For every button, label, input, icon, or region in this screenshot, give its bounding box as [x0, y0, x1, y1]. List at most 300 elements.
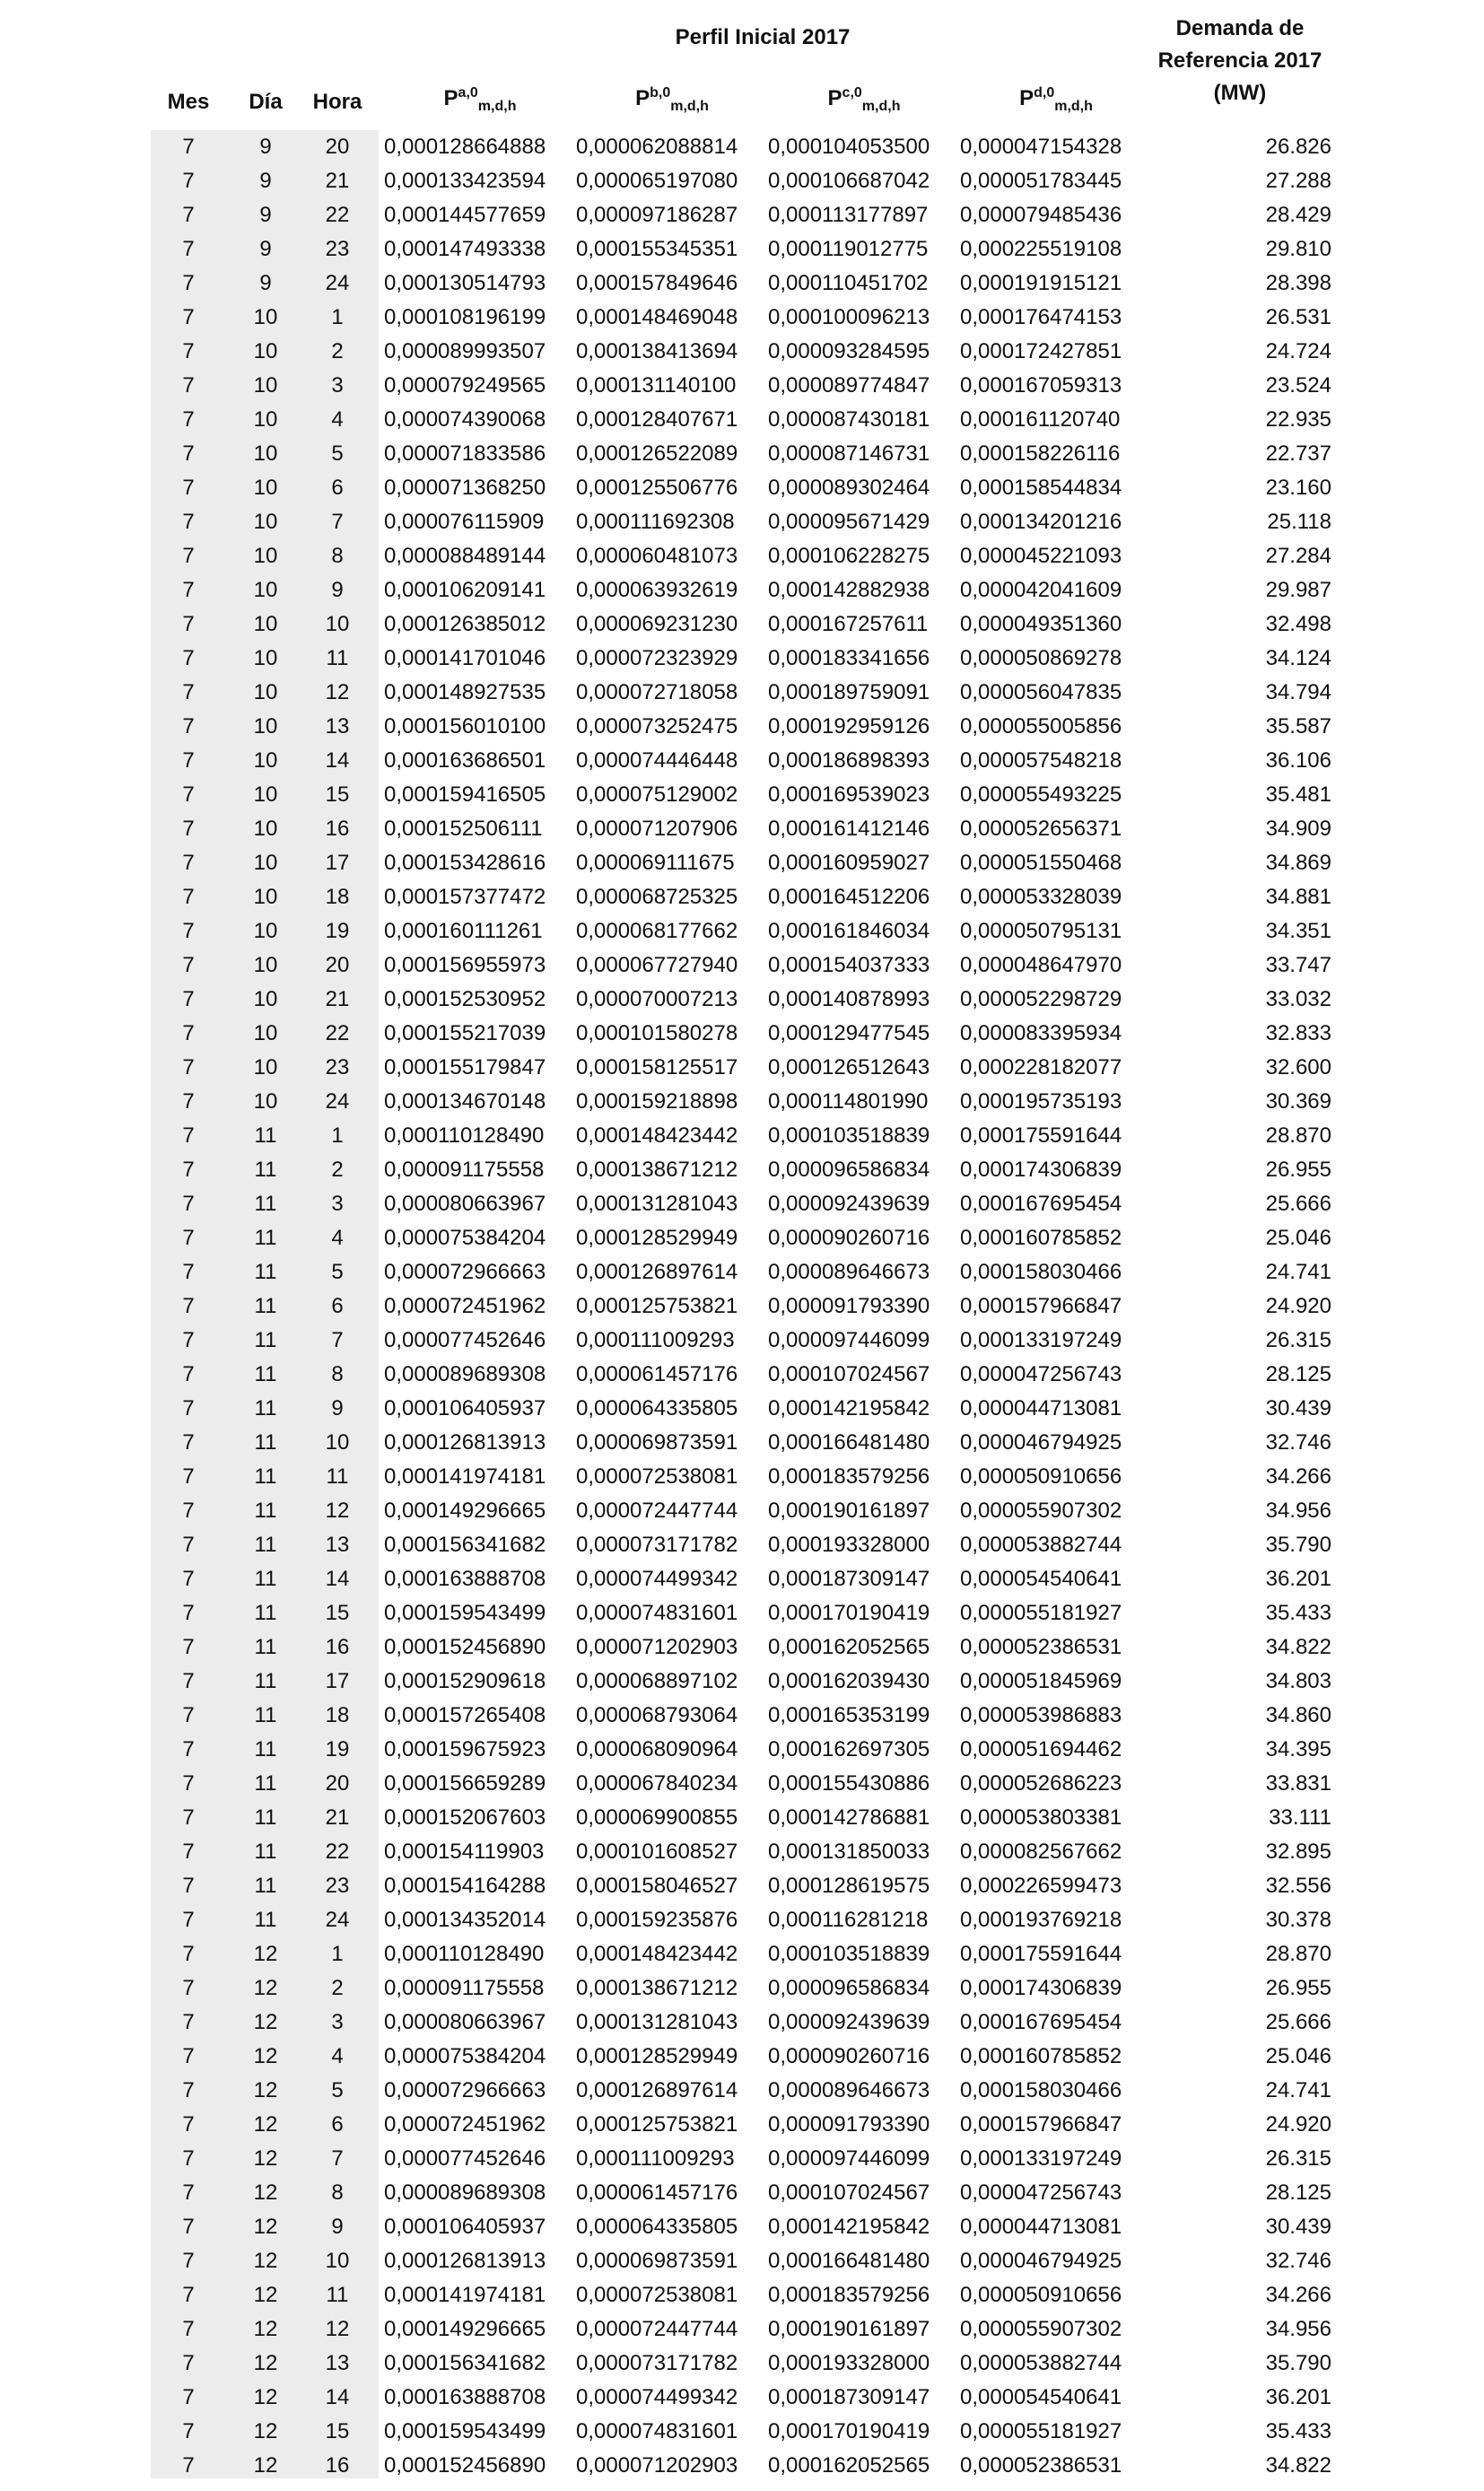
table-row [0, 607, 1484, 642]
table-row [0, 2074, 1484, 2108]
dia-cell: 11 [254, 1123, 277, 1148]
pa-cell: 0,000106405937 [384, 2215, 546, 2239]
pb-cell: 0,000148469048 [576, 305, 738, 329]
dia-cell: 10 [253, 510, 278, 534]
pd-cell: 0,000051783445 [960, 169, 1122, 193]
mes-cell: 7 [182, 2215, 195, 2239]
dia-cell: 11 [254, 1260, 277, 1284]
table-row [0, 1733, 1484, 1767]
dia-cell: 11 [254, 1874, 277, 1898]
pc-cell: 0,000093284595 [768, 339, 930, 363]
pb-cell: 0,000067727940 [576, 953, 738, 977]
mes-cell: 7 [182, 1567, 195, 1591]
hora-cell: 15 [325, 1601, 350, 1625]
pb-cell: 0,000074499342 [576, 1567, 738, 1591]
demand-cell: 35.481 [1265, 782, 1331, 807]
pa-cell: 0,000159675923 [384, 1737, 546, 1761]
dia-cell: 11 [254, 1601, 277, 1625]
pb-cell: 0,000072323929 [576, 646, 738, 670]
table-row [0, 880, 1484, 914]
demand-cell: 30.369 [1265, 1089, 1331, 1114]
pd-cell: 0,000174306839 [960, 1158, 1122, 1182]
table-row [0, 1596, 1484, 1630]
pc-cell: 0,000162697305 [768, 1737, 930, 1761]
pc-cell: 0,000154037333 [768, 953, 930, 977]
demand-cell: 28.398 [1265, 271, 1331, 295]
pc-cell: 0,000097446099 [768, 2146, 930, 2171]
pc-cell: 0,000140878993 [768, 987, 930, 1011]
table-row [0, 710, 1484, 744]
mes-cell: 7 [182, 714, 195, 739]
dia-cell: 10 [253, 851, 278, 875]
pd-cell: 0,000157966847 [960, 2112, 1122, 2137]
pd-cell: 0,000174306839 [960, 1976, 1122, 2000]
pc-cell: 0,000107024567 [768, 2181, 930, 2205]
mes-cell: 7 [182, 1158, 195, 1182]
hora-cell: 14 [325, 1567, 350, 1591]
hora-cell: 21 [325, 987, 350, 1011]
table-row [0, 2244, 1484, 2278]
table-row [0, 1187, 1484, 1221]
pa-cell: 0,000160111261 [384, 919, 543, 943]
demand-cell: 29.810 [1265, 237, 1331, 261]
pd-cell: 0,000226599473 [960, 1874, 1122, 1898]
pa-cell: 0,000088489144 [384, 544, 546, 568]
demand-cell: 36.201 [1265, 2385, 1331, 2409]
mes-cell: 7 [182, 1874, 195, 1898]
demand-cell: 28.125 [1265, 2181, 1331, 2205]
pd-cell: 0,000042041609 [960, 578, 1122, 602]
column-header-pb [578, 85, 766, 114]
pd-cell: 0,000053882744 [960, 1533, 1122, 1557]
table-row [0, 1085, 1484, 1119]
pc-cell: 0,000090260716 [768, 2044, 930, 2068]
demand-cell: 32.833 [1265, 1021, 1331, 1045]
table-row [0, 812, 1484, 846]
demand-cell: 35.790 [1265, 2351, 1331, 2375]
dia-cell: 11 [254, 1533, 277, 1557]
dia-cell: 11 [254, 1635, 277, 1659]
pa-cell: 0,000089689308 [384, 1362, 546, 1386]
pd-cell: 0,000195735193 [960, 1089, 1122, 1114]
pc-cell: 0,000128619575 [768, 1874, 930, 1898]
pb-cell: 0,000138671212 [576, 1158, 738, 1182]
pa-cell: 0,000108196199 [384, 305, 546, 329]
pc-cell: 0,000142882938 [768, 578, 930, 602]
pa-cell: 0,000128664888 [384, 135, 546, 159]
hora-cell: 16 [325, 1635, 350, 1659]
dia-cell: 12 [253, 2044, 278, 2068]
dia-cell: 10 [253, 476, 278, 500]
pb-cell: 0,000157849646 [576, 271, 738, 295]
table-row [0, 2142, 1484, 2176]
hora-cell: 11 [326, 2283, 349, 2307]
mes-cell: 7 [182, 1362, 195, 1386]
pb-cell: 0,000126897614 [576, 2078, 738, 2102]
pd-cell: 0,000052386531 [960, 2453, 1122, 2478]
hora-cell: 12 [325, 680, 350, 704]
dia-cell: 12 [253, 2283, 278, 2307]
table-row [0, 1528, 1484, 1562]
demand-cell: 34.803 [1265, 1669, 1331, 1693]
pb-cell: 0,000125753821 [576, 2112, 738, 2137]
pc-cell: 0,000161412146 [768, 817, 930, 841]
pb-cell: 0,000074831601 [576, 1601, 738, 1625]
pb-cell: 0,000061457176 [576, 1362, 738, 1386]
pa-cell: 0,000126813913 [384, 2249, 546, 2273]
mes-cell: 7 [182, 544, 195, 568]
dia-cell: 10 [253, 953, 278, 977]
pa-cell: 0,000072966663 [384, 2078, 546, 2102]
hora-cell: 19 [325, 1737, 350, 1761]
pa-cell: 0,000154119903 [384, 1840, 545, 1864]
pb-cell: 0,000158046527 [576, 1874, 738, 1898]
pd-cell: 0,000161120740 [960, 407, 1121, 432]
dia-cell: 11 [254, 1396, 277, 1420]
hora-cell: 23 [325, 1874, 350, 1898]
hora-cell: 2 [331, 339, 344, 363]
hora-cell: 6 [331, 1294, 344, 1318]
pb-cell: 0,000111692308 [576, 510, 735, 534]
pa-cell: 0,000157377472 [384, 885, 546, 909]
dia-cell: 11 [254, 1737, 277, 1761]
pd-cell: 0,000167059313 [960, 373, 1122, 398]
pc-cell: 0,000126512643 [768, 1055, 930, 1079]
demand-cell: 33.111 [1269, 1805, 1331, 1830]
pc-cell: 0,000162052565 [768, 1635, 930, 1659]
pc-cell: 0,000091793390 [768, 2112, 930, 2137]
table-row [0, 2381, 1484, 2415]
table-row [0, 2006, 1484, 2040]
hora-cell: 7 [331, 510, 344, 534]
dia-cell: 11 [254, 1192, 277, 1216]
demand-cell: 34.956 [1265, 2317, 1331, 2341]
demand-cell: 34.395 [1265, 1737, 1331, 1761]
demand-cell: 33.747 [1265, 953, 1331, 977]
mes-cell: 7 [182, 1294, 195, 1318]
hora-cell: 23 [325, 1055, 350, 1079]
table-row [0, 1324, 1484, 1358]
pc-cell: 0,000187309147 [768, 2385, 930, 2409]
pb-cell: 0,000071207906 [576, 817, 738, 841]
table-row [0, 2449, 1484, 2483]
mes-cell: 7 [182, 1055, 195, 1079]
pa-cell: 0,000106209141 [384, 578, 546, 602]
pa-cell: 0,000110128490 [384, 1942, 545, 1966]
pb-cell: 0,000072718058 [576, 680, 738, 704]
pc-cell: 0,000164512206 [768, 885, 930, 909]
dia-cell: 12 [253, 2453, 278, 2478]
table-row [0, 2312, 1484, 2347]
pa-cell: 0,000133423594 [384, 169, 546, 193]
table-row [0, 403, 1484, 437]
pa-cell: 0,000071368250 [384, 476, 546, 500]
pc-cell: 0,000110451702 [768, 271, 929, 295]
table-body [0, 130, 1484, 2483]
mes-cell: 7 [182, 2078, 195, 2102]
hora-cell: 8 [331, 1362, 344, 1386]
demand-cell: 22.935 [1265, 407, 1331, 432]
dia-cell: 12 [253, 2419, 278, 2443]
dia-cell: 11 [254, 1567, 277, 1591]
dia-cell: 11 [254, 1362, 277, 1386]
pb-cell: 0,000159218898 [576, 1089, 738, 1114]
pc-cell: 0,000169539023 [768, 782, 930, 807]
pc-cell: 0,000193328000 [768, 1533, 930, 1557]
demand-cell: 25.118 [1267, 510, 1331, 534]
hora-cell: 16 [325, 2453, 350, 2478]
dia-cell: 11 [254, 1703, 277, 1727]
pc-cell: 0,000142195842 [768, 2215, 930, 2239]
pd-cell: 0,000052686223 [960, 1771, 1122, 1796]
pa-cell: 0,000079249565 [384, 373, 546, 398]
mes-cell: 7 [182, 680, 195, 704]
p-super-suffix: ,0 [658, 85, 671, 101]
demand-cell: 28.125 [1265, 1362, 1331, 1386]
hora-cell: 17 [325, 1669, 350, 1693]
pb-cell: 0,000072447744 [576, 1499, 738, 1523]
pc-cell: 0,000162052565 [768, 2453, 930, 2478]
mes-cell: 7 [182, 1089, 195, 1114]
dia-cell: 10 [253, 748, 278, 773]
pd-cell: 0,000048647970 [960, 953, 1122, 977]
pa-cell: 0,000156010100 [384, 714, 546, 739]
pc-cell: 0,000100096213 [768, 305, 930, 329]
pb-cell: 0,000065197080 [576, 169, 738, 193]
pa-cell: 0,000075384204 [384, 2044, 546, 2068]
pc-cell: 0,000190161897 [768, 1499, 930, 1523]
p-sub: m,d,h [1054, 98, 1093, 114]
pa-cell: 0,000157265408 [384, 1703, 546, 1727]
dia-cell: 12 [253, 2249, 278, 2273]
hora-cell: 24 [325, 1908, 350, 1932]
demand-cell: 26.531 [1265, 305, 1331, 329]
pa-cell: 0,000148927535 [384, 680, 546, 704]
column-header-pc [770, 85, 958, 114]
pa-cell: 0,000152530952 [384, 987, 546, 1011]
dia-cell: 10 [253, 544, 278, 568]
table-row [0, 539, 1484, 573]
pa-cell: 0,000077452646 [384, 1328, 546, 1352]
pb-cell: 0,000068897102 [576, 1669, 738, 1693]
dia-cell: 11 [254, 1669, 277, 1693]
demand-cell: 34.822 [1265, 1635, 1331, 1659]
table-row [0, 1699, 1484, 1733]
table-row [0, 130, 1484, 164]
pb-cell: 0,000072538081 [576, 1464, 738, 1489]
demand-cell: 28.870 [1265, 1942, 1331, 1966]
pc-cell: 0,000189759091 [768, 680, 930, 704]
mes-cell: 7 [182, 2283, 195, 2307]
mes-cell: 7 [182, 953, 195, 977]
table-row [0, 1392, 1484, 1426]
mes-cell: 7 [182, 1942, 195, 1966]
pd-cell: 0,000044713081 [960, 1396, 1122, 1420]
dia-cell: 12 [253, 2215, 278, 2239]
hora-cell: 8 [331, 544, 344, 568]
mes-cell: 7 [182, 441, 195, 466]
pa-cell: 0,000152456890 [384, 2453, 546, 2478]
mes-cell: 7 [182, 578, 195, 602]
table-row [0, 471, 1484, 505]
hora-cell: 2 [331, 1158, 344, 1182]
pa-cell: 0,000152506111 [384, 817, 543, 841]
dia-cell: 11 [254, 1328, 277, 1352]
pc-cell: 0,000170190419 [768, 1601, 930, 1625]
pc-cell: 0,000187309147 [768, 1567, 930, 1591]
pc-cell: 0,000107024567 [768, 1362, 930, 1386]
pa-cell: 0,000159543499 [384, 2419, 546, 2443]
pc-cell: 0,000161846034 [768, 919, 930, 943]
table-row [0, 1801, 1484, 1835]
pd-cell: 0,000045221093 [960, 544, 1122, 568]
pb-cell: 0,000073252475 [576, 714, 738, 739]
pc-cell: 0,000089646673 [768, 1260, 930, 1284]
pd-cell: 0,000157966847 [960, 1294, 1122, 1318]
table-row [0, 267, 1484, 301]
demand-cell: 32.746 [1265, 2249, 1331, 2273]
dia-cell: 10 [253, 373, 278, 398]
table-row [0, 2347, 1484, 2381]
hora-cell: 14 [325, 748, 350, 773]
pc-cell: 0,000096586834 [768, 1976, 930, 2000]
column-header-pd [962, 85, 1150, 114]
pb-cell: 0,000138413694 [576, 339, 738, 363]
demand-cell: 34.351 [1265, 919, 1331, 943]
pd-cell: 0,000053882744 [960, 2351, 1122, 2375]
table-row [0, 1051, 1484, 1085]
hora-cell: 7 [331, 2146, 344, 2171]
demand-cell: 23.160 [1265, 476, 1331, 500]
table-row [0, 1562, 1484, 1596]
dia-cell: 10 [253, 339, 278, 363]
dia-cell: 9 [259, 237, 272, 261]
demand-cell: 34.956 [1265, 1499, 1331, 1523]
pc-cell: 0,000119012775 [768, 237, 929, 261]
pc-cell: 0,000106687042 [768, 169, 930, 193]
pb-cell: 0,000072447744 [576, 2317, 738, 2341]
pa-cell: 0,000072451962 [384, 1294, 546, 1318]
demand-cell: 32.556 [1265, 1874, 1331, 1898]
dia-cell: 9 [259, 169, 272, 193]
table-row [0, 164, 1484, 198]
table-row [0, 1221, 1484, 1255]
hora-cell: 19 [325, 919, 350, 943]
hora-cell: 24 [325, 1089, 350, 1114]
pa-cell: 0,000071833586 [384, 441, 546, 466]
column-header-hora: Hora [312, 90, 362, 114]
pd-cell: 0,000046794925 [960, 2249, 1122, 2273]
hora-cell: 10 [325, 1430, 350, 1455]
pc-cell: 0,000096586834 [768, 1158, 930, 1182]
pb-cell: 0,000064335805 [576, 2215, 738, 2239]
dia-cell: 10 [253, 680, 278, 704]
pa-cell: 0,000089689308 [384, 2181, 546, 2205]
pd-cell: 0,000044713081 [960, 2215, 1122, 2239]
hora-cell: 15 [325, 2419, 350, 2443]
pc-cell: 0,000165353199 [768, 1703, 930, 1727]
pd-cell: 0,000158030466 [960, 1260, 1122, 1284]
p-letter-d: d [1034, 85, 1043, 101]
pa-cell: 0,000163888708 [384, 2385, 546, 2409]
p-base: P [635, 86, 650, 110]
pd-cell: 0,000176474153 [960, 305, 1122, 329]
dia-cell: 11 [254, 1499, 277, 1523]
dia-cell: 12 [253, 2146, 278, 2171]
demand-cell: 25.666 [1265, 2010, 1331, 2034]
pb-cell: 0,000068177662 [576, 919, 738, 943]
hora-cell: 4 [331, 407, 344, 432]
pb-cell: 0,000128529949 [576, 1226, 738, 1250]
mes-cell: 7 [182, 2010, 195, 2034]
p-base: P [827, 86, 842, 110]
pb-cell: 0,000063932619 [576, 578, 738, 602]
pd-cell: 0,000052298729 [960, 987, 1122, 1011]
table-row [0, 1869, 1484, 1903]
table-row [0, 1426, 1484, 1460]
pa-cell: 0,000163686501 [384, 748, 546, 773]
pb-cell: 0,000064335805 [576, 1396, 738, 1420]
dia-cell: 12 [253, 1942, 278, 1966]
mes-cell: 7 [182, 2112, 195, 2137]
mes-cell: 7 [182, 1499, 195, 1523]
pd-cell: 0,000056047835 [960, 680, 1122, 704]
demand-column-header: Demanda de Referencia 2017 (MW) [1157, 16, 1323, 105]
dia-cell: 10 [253, 885, 278, 909]
demand-cell: 26.955 [1265, 1976, 1331, 2000]
mes-cell: 7 [182, 2351, 195, 2375]
dia-cell: 10 [253, 919, 278, 943]
pb-cell: 0,000069873591 [576, 2249, 738, 2273]
mes-cell: 7 [182, 1737, 195, 1761]
table-row [0, 1937, 1484, 1971]
mes-cell: 7 [182, 646, 195, 670]
pd-cell: 0,000055181927 [960, 2419, 1122, 2443]
mes-cell: 7 [182, 851, 195, 875]
hora-cell: 4 [331, 2044, 344, 2068]
pb-cell: 0,000062088814 [576, 135, 738, 159]
table-row [0, 1835, 1484, 1869]
pa-cell: 0,000106405937 [384, 1396, 546, 1420]
pc-cell: 0,000170190419 [768, 2419, 930, 2443]
dia-cell: 12 [253, 2181, 278, 2205]
pb-cell: 0,000097186287 [576, 203, 738, 227]
mes-cell: 7 [182, 373, 195, 398]
demand-cell: 35.433 [1265, 2419, 1331, 2443]
pa-cell: 0,000156955973 [384, 953, 546, 977]
table-row [0, 2210, 1484, 2244]
pa-cell: 0,000156659289 [384, 1771, 546, 1796]
hora-cell: 12 [325, 1499, 350, 1523]
pa-cell: 0,000130514793 [384, 271, 546, 295]
pd-cell: 0,000051550468 [960, 851, 1122, 875]
pd-cell: 0,000228182077 [960, 1055, 1122, 1079]
pa-cell: 0,000074390068 [384, 407, 546, 432]
pb-cell: 0,000068793064 [576, 1703, 738, 1727]
mes-cell: 7 [182, 2181, 195, 2205]
pb-cell: 0,000071202903 [576, 2453, 738, 2478]
dia-cell: 11 [254, 1464, 277, 1489]
pb-cell: 0,000068090964 [576, 1737, 738, 1761]
pa-cell: 0,000152067603 [384, 1805, 546, 1830]
demand-cell: 27.284 [1265, 544, 1331, 568]
pb-cell: 0,000111009293 [576, 2146, 735, 2171]
pb-cell: 0,000131281043 [576, 2010, 738, 2034]
dia-cell: 11 [254, 1840, 277, 1864]
table-row [0, 1767, 1484, 1801]
pc-cell: 0,000192959126 [768, 714, 930, 739]
mes-cell: 7 [182, 1805, 195, 1830]
